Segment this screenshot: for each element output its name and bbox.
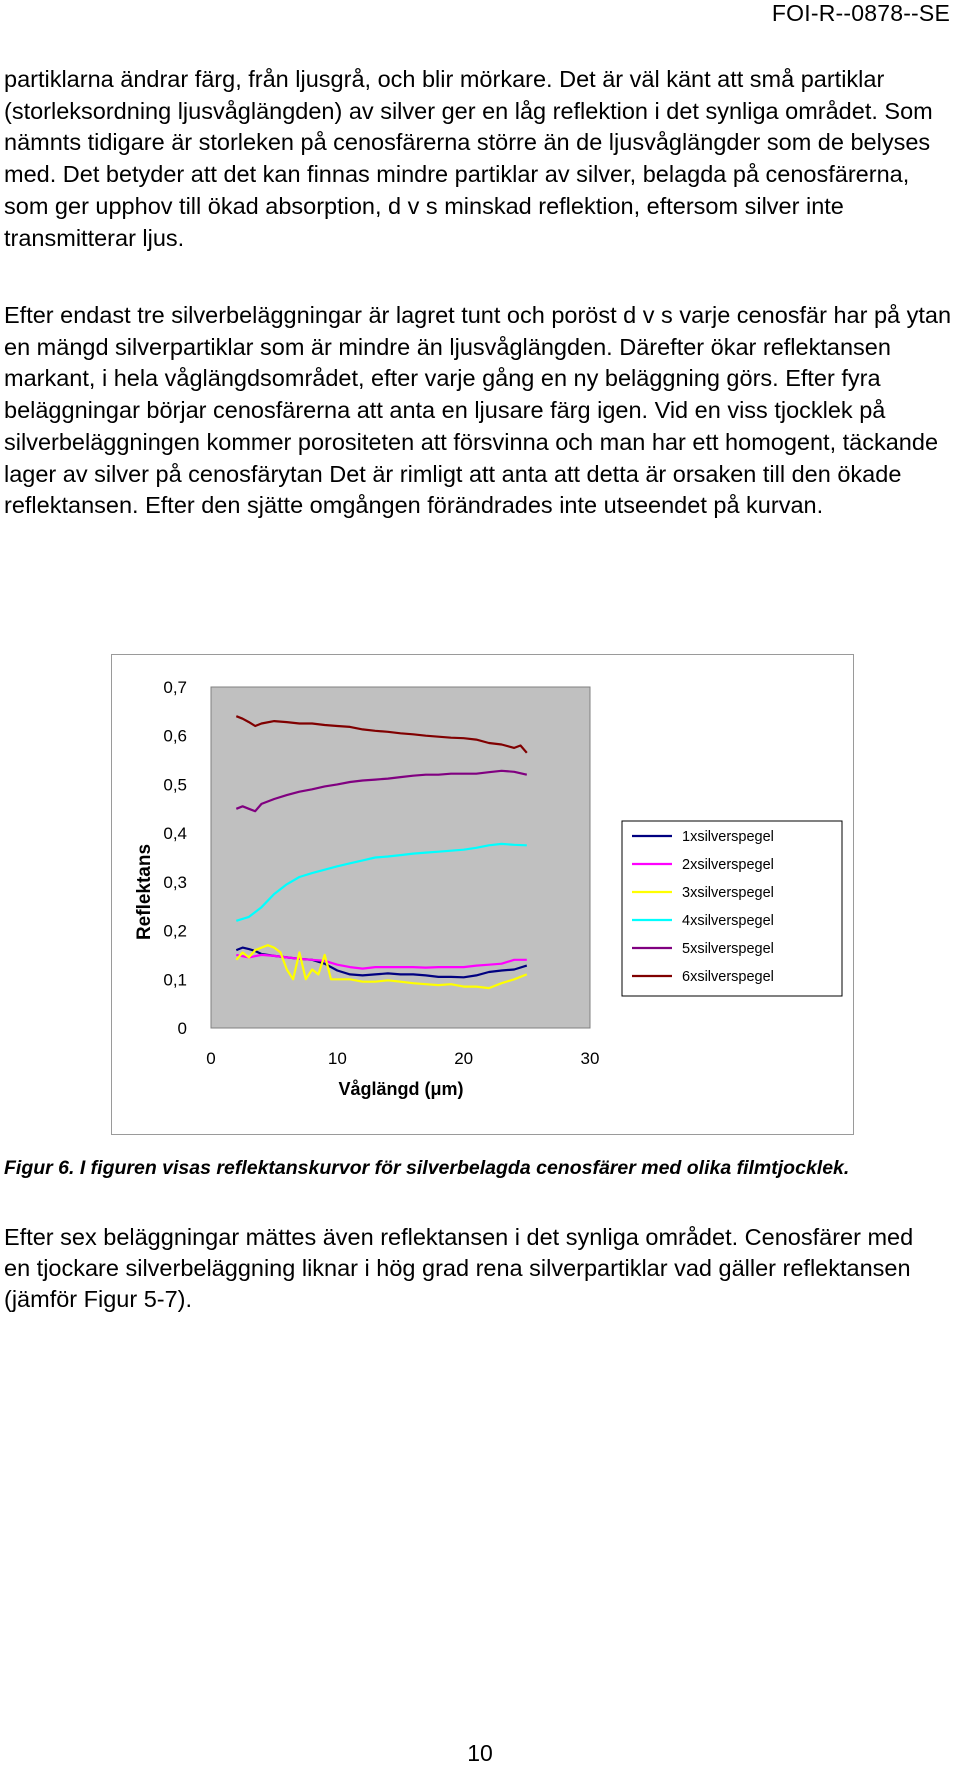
y-tick-label: 0,1 [163, 970, 187, 990]
y-axis-label: Reflektans [134, 843, 155, 941]
plot-background [211, 687, 590, 1028]
y-tick-label: 0,7 [163, 678, 187, 697]
x-tick-label: 20 [454, 1049, 474, 1068]
legend-label: 4xsilverspegel [682, 913, 774, 929]
y-tick-label: 0,6 [163, 726, 187, 746]
legend-label: 1xsilverspegel [682, 829, 774, 845]
body-paragraph-3: Efter sex beläggningar mättes även reflektansen i det synliga området. Cenosfärer med en tjockare silverbeläggning liknar i hög grad rena silverpartiklar vad gäller reflektansen (jämför Figur 5-7). [4, 1224, 914, 1312]
y-tick-label: 0 [177, 1019, 187, 1038]
x-tick-label: 10 [327, 1049, 347, 1068]
legend-label: 6xsilverspegel [682, 969, 774, 985]
body-paragraph-2: Efter endast tre silverbeläggningar är lagret tunt och poröst d v s varje cenosfär har på ytan en mängd silverpartiklar som är mindre än ljusvåglängden. Därefter ökar reflektansen markant, i hela våglängdsområdet, efter varje gång en ny beläggning görs. Efter fyra beläggningar börjar cenosfärerna att anta en ljusare färg igen. Vid en viss tjocklek på silverbeläggningen kommer porositeten att försvinna och man har ett homogent, täckande lager av silver på cenosfärytan Det är rimligt att anta att detta är orsaken till den ökade reflektansen. Efter den sjätte omgången förändrades inte utseendet på kurvan. [4, 302, 952, 519]
legend-label: 2xsilverspegel [682, 857, 774, 873]
y-tick-label: 0,4 [163, 824, 187, 844]
y-tick-label: 0,2 [163, 921, 187, 941]
y-tick-label: 0,5 [163, 775, 187, 795]
chart-legend [622, 821, 842, 996]
y-tick-label: 0,3 [163, 872, 187, 892]
chart-svg [112, 655, 853, 1134]
x-tick-label: 0 [206, 1049, 216, 1068]
x-tick-label: 30 [580, 1049, 600, 1068]
x-axis-label: Våglängd (μm) [338, 1079, 464, 1099]
body-paragraph-1: partiklarna ändrar färg, från ljusgrå, och blir mörkare. Det är väl känt att små partiklar (storleksordning ljusvåglängden) av silver ger en låg reflektion i det synliga området. Som nämnts tidigare är storleken på cenosfärerna större än de ljusvåglängder som de belyses med. Det betyder att det kan finnas mindre partiklar av silver, belagda på cenosfärerna, som ger upphov till ökad absorption, d v s minskad reflektion, eftersom silver inte transmitterar ljus. [4, 66, 933, 251]
legend-label: 3xsilverspegel [682, 885, 774, 901]
plot-area [211, 687, 590, 1028]
report-id: FOI-R--0878--SE [771, 0, 950, 26]
figure-caption: Figur 6. I figuren visas reflektanskurvor för silverbelagda cenosfärer med olika filmtjocklek. [4, 1157, 850, 1179]
legend-label: 5xsilverspegel [682, 941, 774, 957]
page-number: 10 [467, 1740, 493, 1766]
reflectance-chart [111, 654, 854, 1135]
